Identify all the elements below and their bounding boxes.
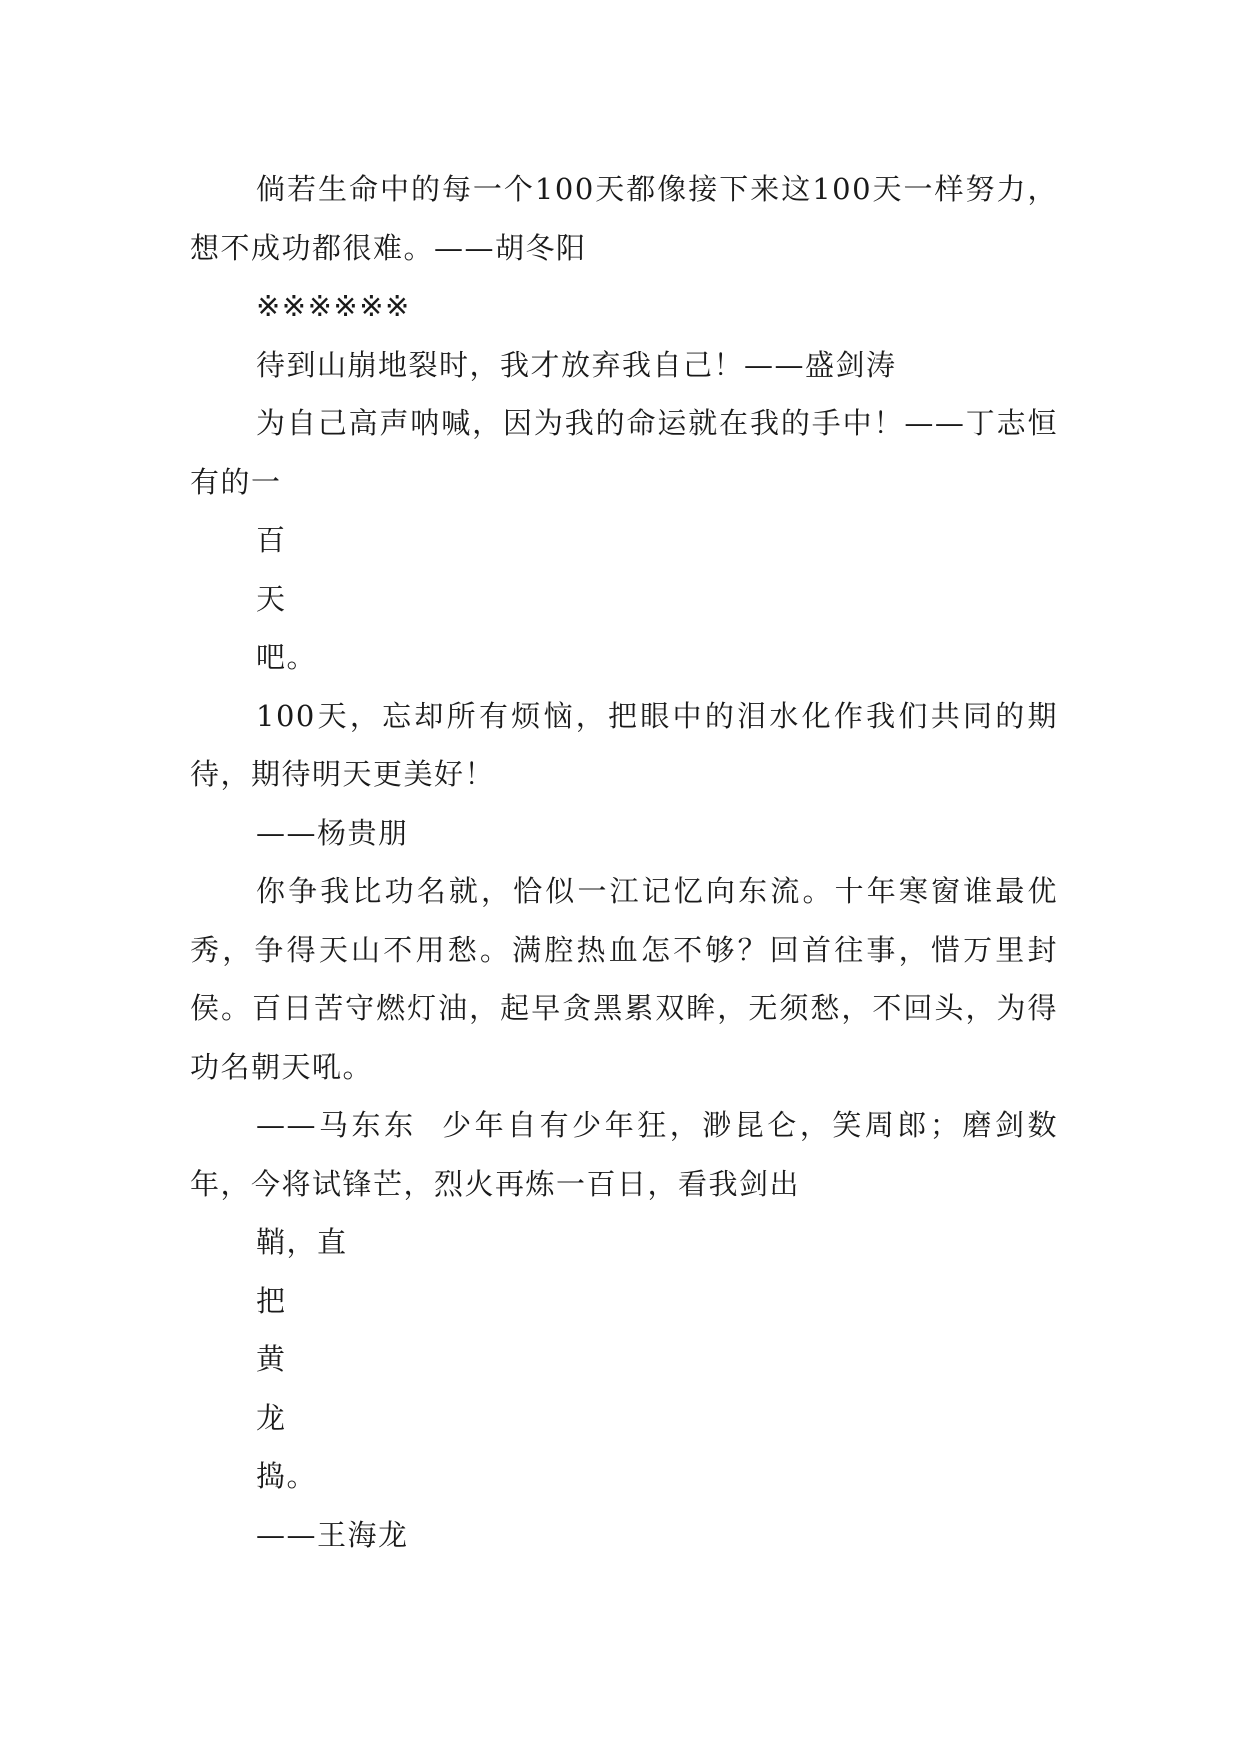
paragraph-16: 捣。 xyxy=(256,1459,318,1493)
paragraph-1: 倘若生命中的每一个100天都像接下来这100天一样努力，想不成功都很难。——胡冬阳 xyxy=(190,172,1058,265)
paragraph-10: 你争我比功名就，恰似一江记忆向东流。十年寒窗谁最优秀，争得天山不用愁。满腔热血怎不够？回首往事，惜万里封侯。百日苦守燃灯油，起早贪黑累双眸，无须愁，不回头，为得功名朝天吼。 xyxy=(190,874,1058,1084)
paragraph-14: 黄 xyxy=(256,1342,287,1376)
paragraph-6: 天 xyxy=(256,581,287,616)
paragraph-4: 为自己高声呐喊，因为我的命运就在我的手中！——丁志恒 有的一 xyxy=(190,406,1080,499)
paragraph-5: 百 xyxy=(256,523,287,557)
paragraph-9: ——杨贵朋 xyxy=(256,815,409,850)
paragraph-8: 100天，忘却所有烦恼，把眼中的泪水化作我们共同的期待，期待明天更美好！ xyxy=(190,698,1058,791)
paragraph-13: 把 xyxy=(256,1283,287,1318)
paragraph-3: 待到山崩地裂时，我才放弃我自己！——盛剑涛 xyxy=(256,347,897,382)
paragraph-17: ——王海龙 xyxy=(256,1517,409,1552)
paragraph-12: 鞘，直 xyxy=(256,1225,348,1259)
paragraph-7: 吧。 xyxy=(256,640,318,674)
document-body xyxy=(190,160,1080,1564)
paragraph-2: ※※※※※※ xyxy=(256,289,411,323)
paragraph-11: ——马东东 少年自有少年狂，渺昆仑，笑周郎；磨剑数年，今将试锋芒，烈火再炼一百日，看我剑出 xyxy=(190,1108,1058,1201)
paragraph-15: 龙 xyxy=(256,1400,287,1435)
